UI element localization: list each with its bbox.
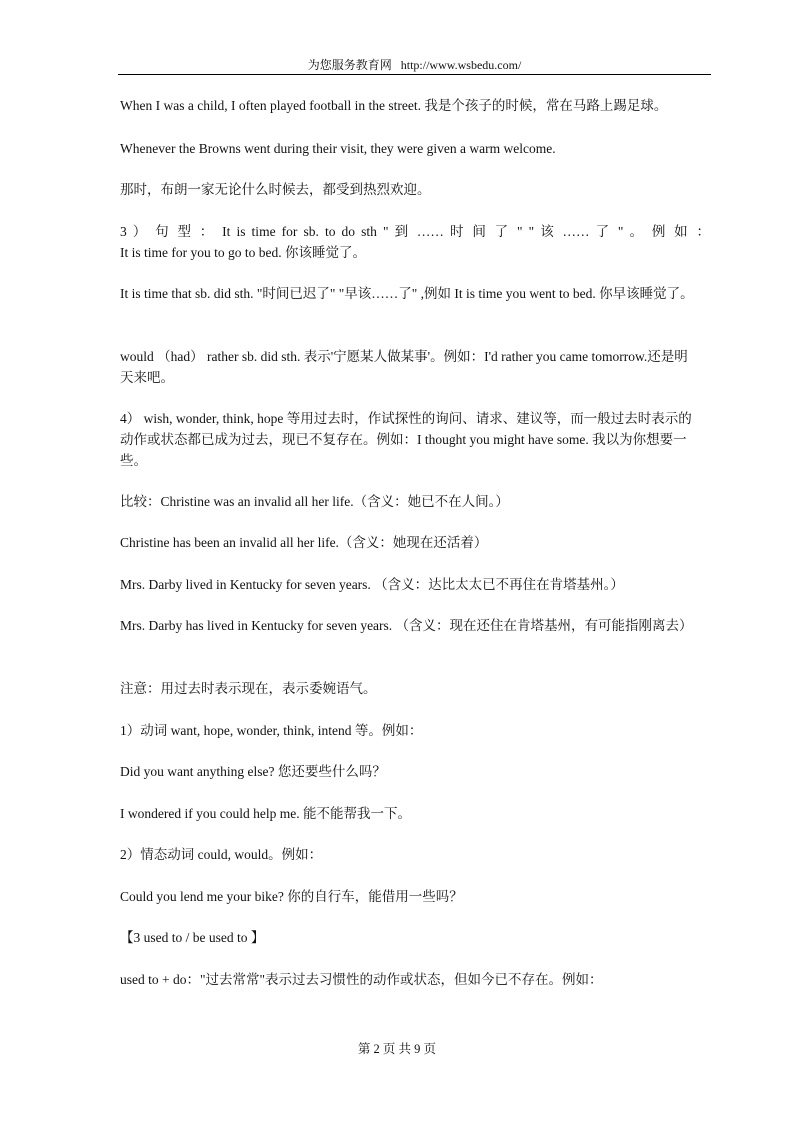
header-divider	[118, 74, 711, 75]
paragraph-15: I wondered if you could help me. 能不能帮我一下。	[120, 806, 411, 821]
paragraph-12: 注意：用过去时表示现在，表示委婉语气。	[120, 681, 377, 696]
page-number: 第 2 页 共 9 页	[357, 1042, 437, 1056]
paragraph-3: 那时，布朗一家无论什么时候去，都受到热烈欢迎。	[120, 182, 431, 197]
paragraph-7-line-1: 4） wish, wonder, think, hope 等用过去时，作试探性的询问、请求、建议等，而一般过去时表示的	[120, 411, 692, 426]
paragraph-5: It is time that sb. did sth. "时间已迟了" "早该……了" ,例如 It is time you went to bed. 你早该睡觉了。	[120, 286, 694, 301]
paragraph-10: Mrs. Darby lived in Kentucky for seven years. （含义：达比太太已不再住在肯塔基州。）	[120, 577, 624, 592]
paragraph-19: used to + do："过去常常"表示过去习惯性的动作或状态，但如今已不存在。例如：	[120, 972, 603, 987]
paragraph-11: Mrs. Darby has lived in Kentucky for seven years. （含义：现在还住在肯塔基州，有可能指刚离去）	[120, 618, 693, 633]
paragraph-9: Christine has been an invalid all her life.（含义：她现在还活着）	[120, 535, 488, 550]
header-url: http://www.wsbedu.com/	[400, 58, 522, 72]
paragraph-14: Did you want anything else? 您还要些什么吗？	[120, 764, 386, 779]
paragraph-18: 【3 used to / be used to 】	[120, 930, 265, 945]
paragraph-2: Whenever the Browns went during their visit, they were given a warm welcome.	[120, 141, 556, 156]
paragraph-6-line-1: would （had） rather sb. did sth. 表示'宁愿某人做某事'。例如：I'd rather you came tomorrow.还是明	[120, 349, 688, 364]
paragraph-8: 比较：Christine was an invalid all her life.（含义：她已不在人间。）	[120, 494, 509, 509]
paragraph-7-line-3: 些。	[120, 453, 147, 468]
paragraph-13: 1）动词 want, hope, wonder, think, intend 等。例如：	[120, 723, 423, 738]
paragraph-17: Could you lend me your bike? 你的自行车，能借用一些吗？	[120, 889, 463, 904]
paragraph-1: When I was a child, I often played football in the street. 我是个孩子的时候，常在马路上踢足球。	[120, 98, 668, 113]
paragraph-4-line-2: It is time for you to go to bed. 你该睡觉了。	[120, 245, 366, 260]
paragraph-4-line-1: 3 ） 句 型 ： It is time for sb. to do sth " 到 …… 时 间 了 " " 该 …… 了 " 。 例 如 ：	[120, 224, 710, 239]
paragraph-16: 2）情态动词 could, would。例如：	[120, 847, 323, 862]
page-header	[118, 56, 711, 74]
paragraph-6-line-2: 天来吧。	[120, 370, 174, 385]
header-site-name: 为您服务教育网	[307, 58, 392, 72]
paragraph-7-line-2: 动作或状态都已成为过去，现已不复存在。例如：I thought you might have some. 我以为你想要一	[120, 432, 687, 447]
